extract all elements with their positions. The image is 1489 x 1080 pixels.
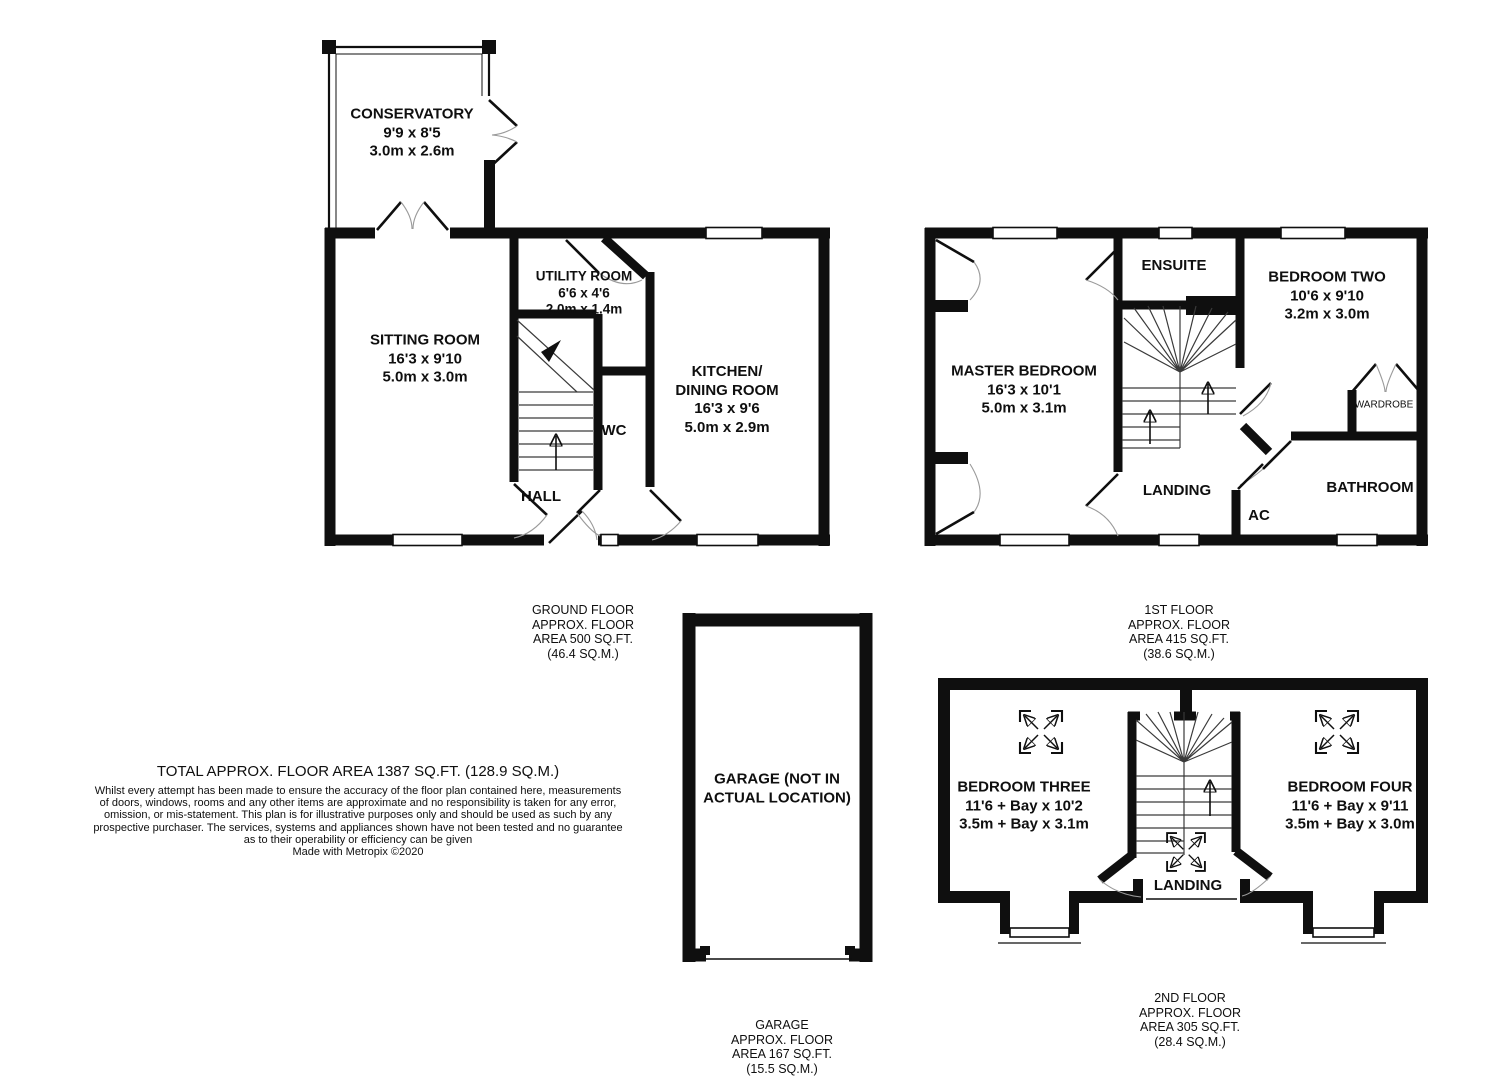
ground-floor-stairs	[517, 320, 594, 470]
room-label-bedroom-three	[957, 778, 1090, 834]
room-label-sitting-room	[370, 331, 480, 387]
room-name: KITCHEN/	[691, 363, 763, 380]
room-label-kitchen-dining	[675, 363, 778, 437]
room-name: MASTER BEDROOM	[951, 362, 1097, 380]
room-size-imperial: 16'3 x 9'6	[694, 400, 760, 417]
restricted-height-icon	[1316, 711, 1358, 753]
room-name: BEDROOM TWO	[1268, 268, 1386, 286]
room-name: BEDROOM FOUR	[1287, 778, 1413, 796]
room-label-ensuite	[1141, 257, 1206, 276]
room-label-wardrobe	[1355, 400, 1414, 411]
room-name: GARAGE (NOT IN	[714, 770, 840, 788]
room-label-bedroom-two	[1268, 268, 1386, 324]
room-label-master-bedroom	[951, 362, 1097, 418]
room-size-metric: 2.0m x 1.4m	[545, 301, 623, 317]
garage-caption: GARAGE APPROX. FLOOR AREA 167 SQ.FT. (15.5 SQ.M.)	[730, 1017, 834, 1076]
room-label-ac	[1248, 507, 1270, 526]
room-label-bathroom	[1326, 479, 1413, 498]
room-size-imperial: 10'6 x 9'10	[1290, 286, 1364, 304]
room-name: SITTING ROOM	[370, 331, 480, 349]
room-name: DINING ROOM	[675, 381, 779, 399]
room-size-metric: 5.0m x 3.1m	[981, 399, 1067, 417]
room-size-imperial: 11'6 + Bay x 9'11	[1291, 796, 1409, 814]
total-floor-area: TOTAL APPROX. FLOOR AREA 1387 SQ.FT. (128.9 SQ.M.)	[156, 763, 560, 780]
room-size-imperial: 11'6 + Bay x 10'2	[965, 796, 1083, 814]
room-size-imperial: 16'3 x 9'10	[388, 349, 462, 367]
room-name: WARDROBE	[1354, 399, 1414, 411]
room-label-bedroom-four	[1285, 778, 1415, 834]
room-label-garage	[703, 771, 851, 808]
room-size-metric: 3.0m x 2.6m	[369, 142, 455, 160]
ground-floor-caption: GROUND FLOOR APPROX. FLOOR AREA 500 SQ.FT. (46.4 SQ.M.)	[531, 602, 635, 661]
room-name: BEDROOM THREE	[957, 778, 1091, 796]
room-size-imperial: 6'6 x 4'6	[558, 284, 610, 300]
room-name: HALL	[521, 487, 561, 505]
restricted-height-icon	[1167, 833, 1205, 871]
ground-floor-doors	[377, 100, 681, 543]
summary-block	[58, 763, 658, 858]
room-name: BATHROOM	[1326, 478, 1414, 496]
second-floor-caption: 2ND FLOOR APPROX. FLOOR AREA 305 SQ.FT. (28.4 SQ.M.)	[1138, 990, 1242, 1049]
first-floor-caption: 1ST FLOOR APPROX. FLOOR AREA 415 SQ.FT. (38.6 SQ.M.)	[1127, 602, 1231, 661]
room-label-landing-second	[1154, 877, 1222, 896]
room-label-wc	[602, 422, 627, 441]
room-size-imperial: 9'9 x 8'5	[383, 123, 441, 141]
room-size-metric: 5.0m x 2.9m	[684, 418, 770, 436]
room-name: LANDING	[1142, 481, 1212, 499]
room-size-metric: 3.5m + Bay x 3.1m	[959, 815, 1089, 833]
metropix-credit: Made with Metropix ©2020	[292, 846, 424, 859]
room-label-conservatory	[350, 105, 473, 161]
first-floor-stairs	[1122, 306, 1236, 448]
room-label-utility-room	[536, 268, 633, 318]
room-label-hall	[521, 488, 561, 507]
room-name: ACTUAL LOCATION)	[703, 789, 851, 806]
room-name: CONSERVATORY	[350, 105, 474, 123]
second-floor-windows	[998, 928, 1386, 943]
room-size-metric: 3.5m + Bay x 3.0m	[1285, 815, 1415, 833]
room-size-imperial: 16'3 x 10'1	[987, 380, 1061, 398]
room-name: ENSUITE	[1141, 256, 1207, 274]
restricted-height-icon	[1020, 711, 1062, 753]
second-floor-stairs	[1136, 712, 1232, 855]
room-size-metric: 3.2m x 3.0m	[1284, 305, 1370, 323]
room-name: LANDING	[1153, 876, 1223, 894]
room-size-metric: 5.0m x 3.0m	[382, 368, 468, 386]
room-label-landing-first	[1143, 482, 1211, 501]
disclaimer: Whilst every attempt has been made to ensure the accuracy of the floor plan contained here, measurements of doors, windows, rooms and any other items are approximate and no responsibility is taken for any error, omission, or mis-statement. This plan is for illustrative purposes only and should be used as such by any prospective purchaser. The services, systems and appliances shown have not been tested and no guarantee as to their operability or efficiency can be given	[93, 785, 623, 846]
room-name: UTILITY ROOM	[535, 268, 633, 284]
room-name: AC	[1248, 506, 1270, 524]
room-name: WC	[601, 421, 627, 439]
